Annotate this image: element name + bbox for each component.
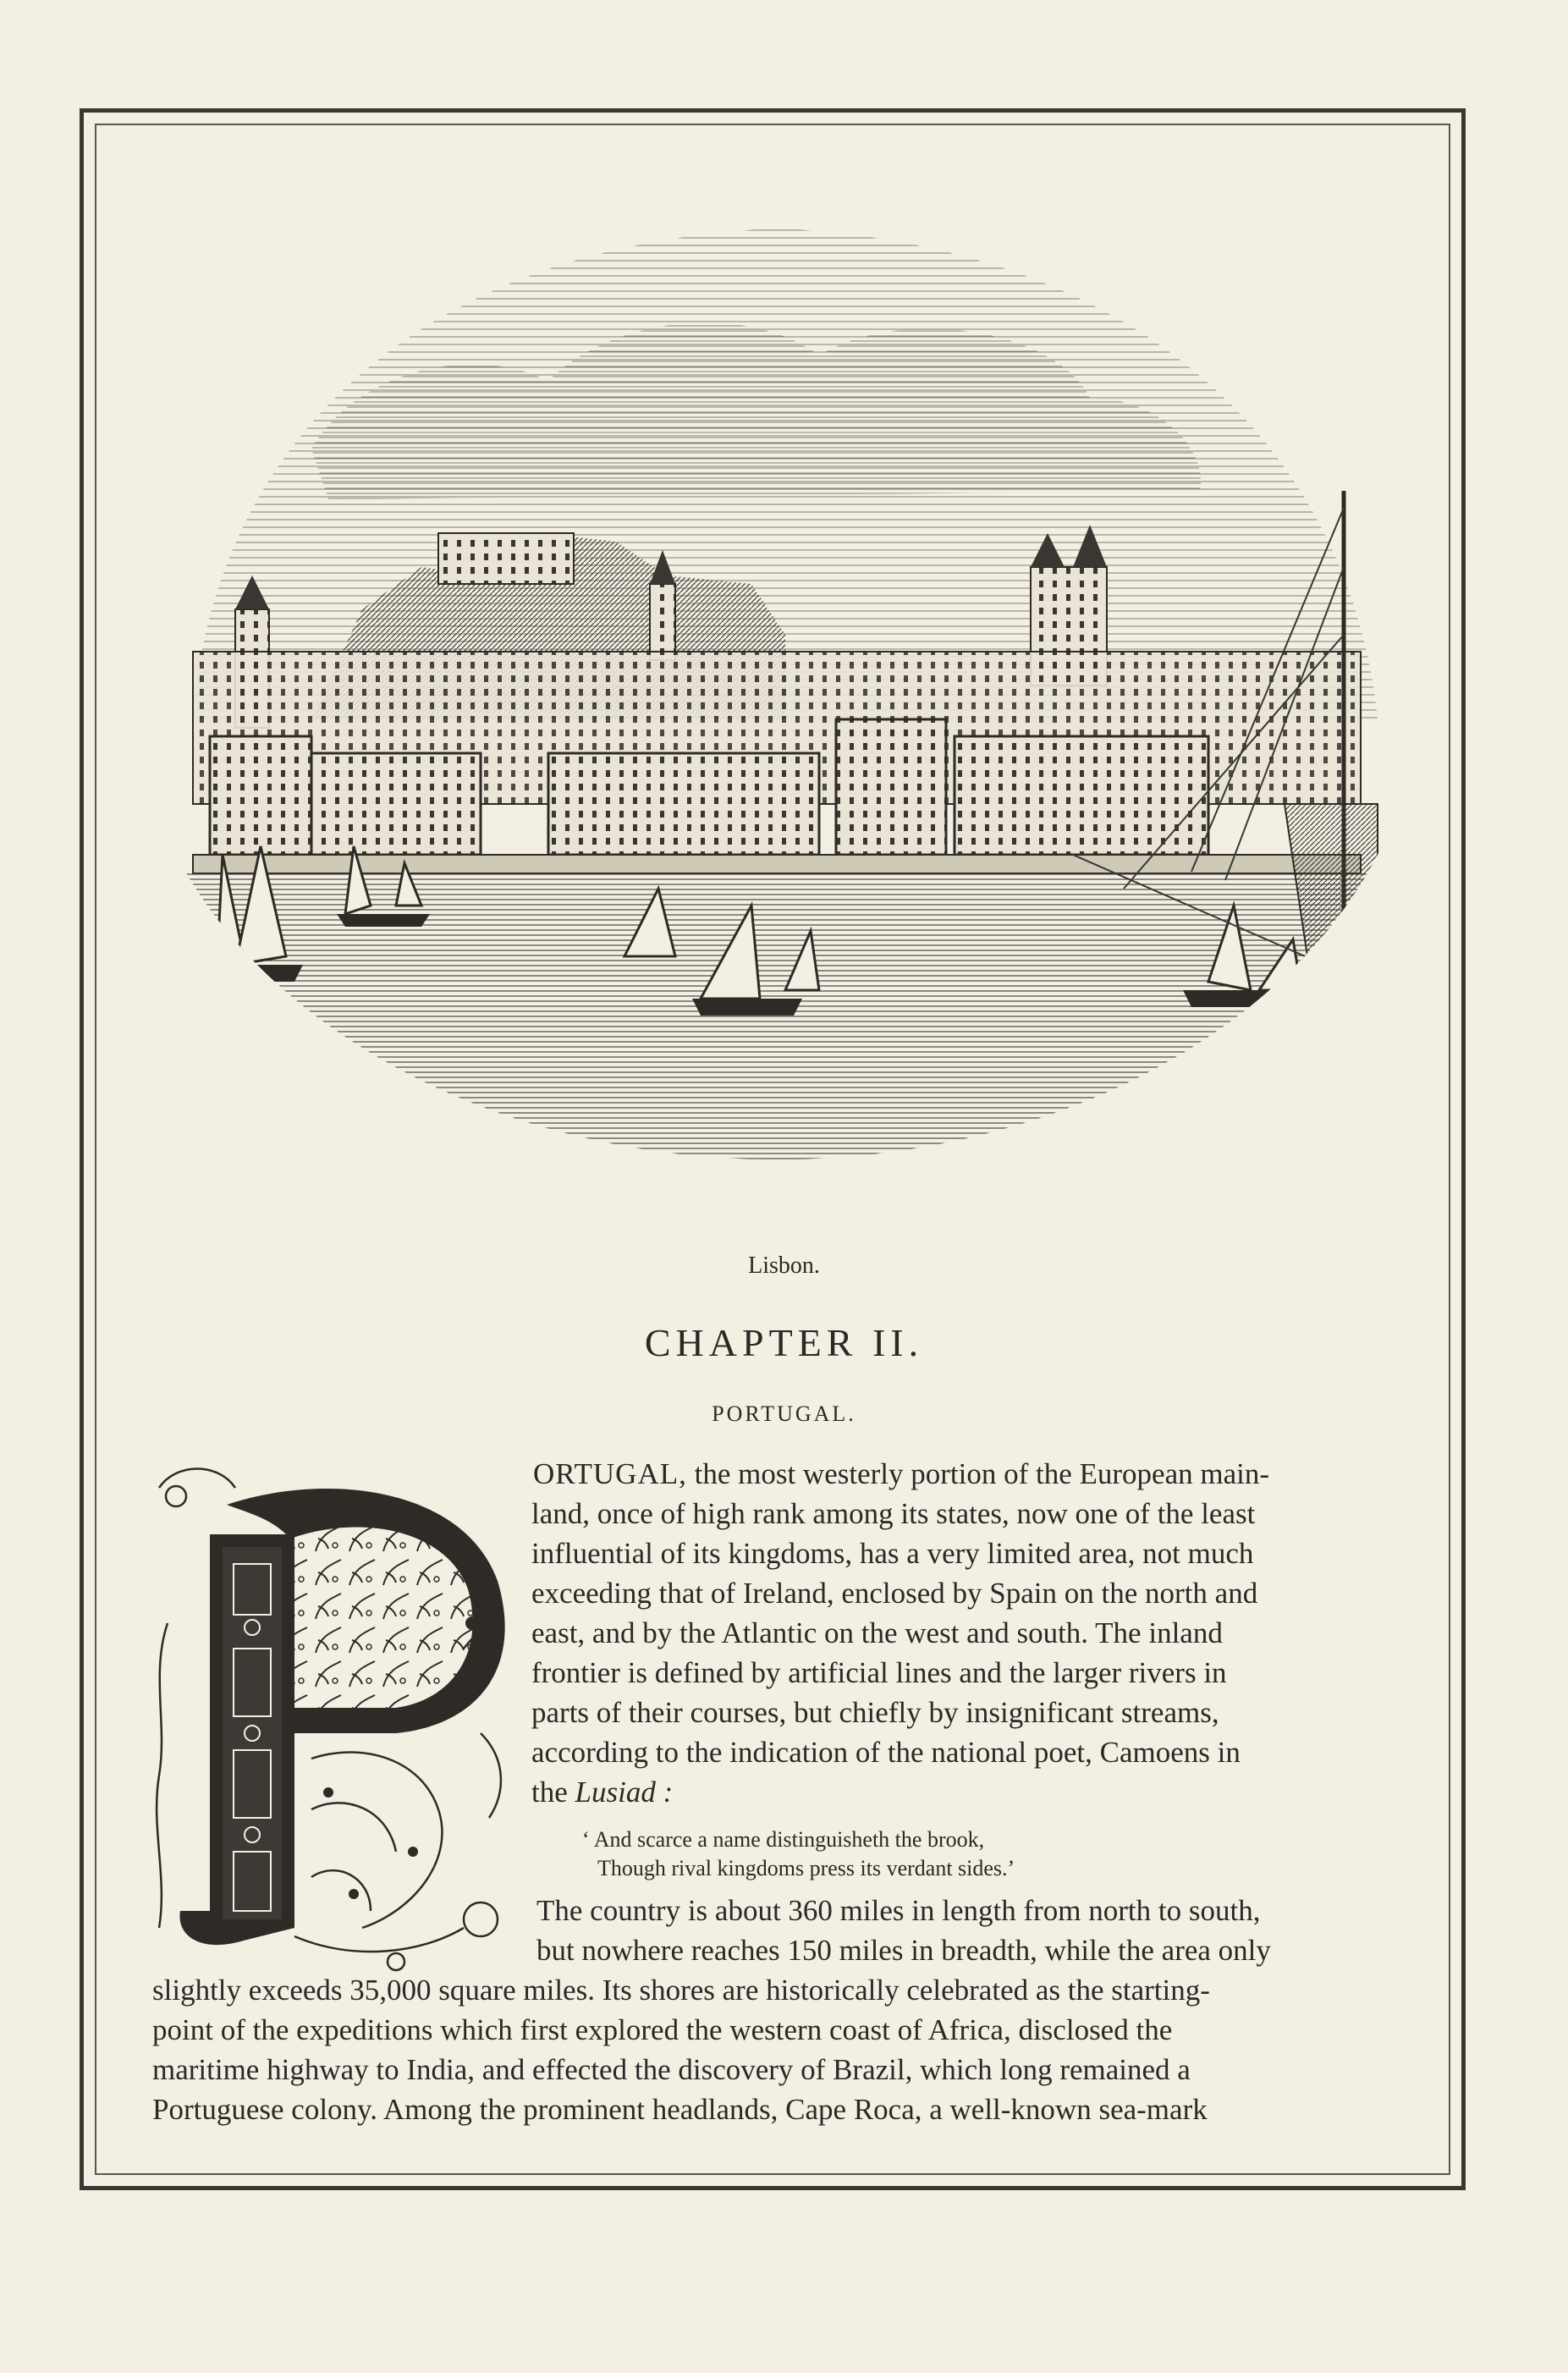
paragraph1-line-1 bbox=[533, 1459, 1269, 1489]
paragraph2-line-5: maritime highway to India, and effected the discovery of Brazil, which long remained a bbox=[152, 2053, 1191, 2086]
paragraph2-line-4: point of the expeditions which first explored the western coast of Africa, disclosed the bbox=[152, 2013, 1173, 2046]
paragraph1-line-8: according to the indication of the national poet, Camoens in bbox=[531, 1736, 1241, 1769]
chapter-title: CHAPTER II. bbox=[644, 1321, 924, 1364]
paragraph1-line-3: influential of its kingdoms, has a very limited area, not much bbox=[531, 1537, 1254, 1570]
quote-line-2: Though rival kingdoms press its verdant sides.’ bbox=[597, 1856, 1015, 1880]
paragraph1-line-5: east, and by the Atlantic on the west and south. The inland bbox=[531, 1616, 1223, 1649]
paragraph1-line-1-text: the most westerly portion of the European main- bbox=[686, 1457, 1270, 1490]
quote-line-1: ‘ And scarce a name distinguisheth the brook, bbox=[582, 1827, 985, 1852]
paragraph1-line-9 bbox=[531, 1777, 673, 1807]
chapter-subtitle: PORTUGAL. bbox=[712, 1401, 856, 1426]
lisbon-engraving bbox=[142, 212, 1411, 1253]
paragraph1-lead-word: ORTUGAL, bbox=[533, 1457, 687, 1490]
paragraph2-line-2: but nowhere reaches 150 miles in breadth, while the area only bbox=[536, 1934, 1271, 1967]
paragraph1-line-7: parts of their courses, but chiefly by insignificant streams, bbox=[531, 1696, 1219, 1729]
drop-cap-ornament bbox=[142, 1454, 525, 1979]
illustration-caption: Lisbon. bbox=[748, 1253, 820, 1279]
paragraph1-line-2: land, once of high rank among its states, now one of the least bbox=[531, 1497, 1256, 1530]
paragraph1-line-9-text: the bbox=[531, 1776, 575, 1809]
paragraph2-line-6: Portuguese colony. Among the prominent headlands, Cape Roca, a well-known sea-mark bbox=[152, 2093, 1208, 2126]
paragraph1-line-6: frontier is defined by artificial lines and the larger rivers in bbox=[531, 1656, 1227, 1689]
paragraph2-line-1: The country is about 360 miles in length from north to south, bbox=[536, 1894, 1261, 1927]
paragraph1-line-4: exceeding that of Ireland, enclosed by Spain on the north and bbox=[531, 1577, 1258, 1610]
poem-title: Lusiad : bbox=[575, 1776, 674, 1809]
paragraph2-line-3: slightly exceeds 35,000 square miles. Its shores are historically celebrated as the starting- bbox=[152, 1974, 1210, 2007]
ornamental-initial bbox=[142, 1454, 525, 1979]
